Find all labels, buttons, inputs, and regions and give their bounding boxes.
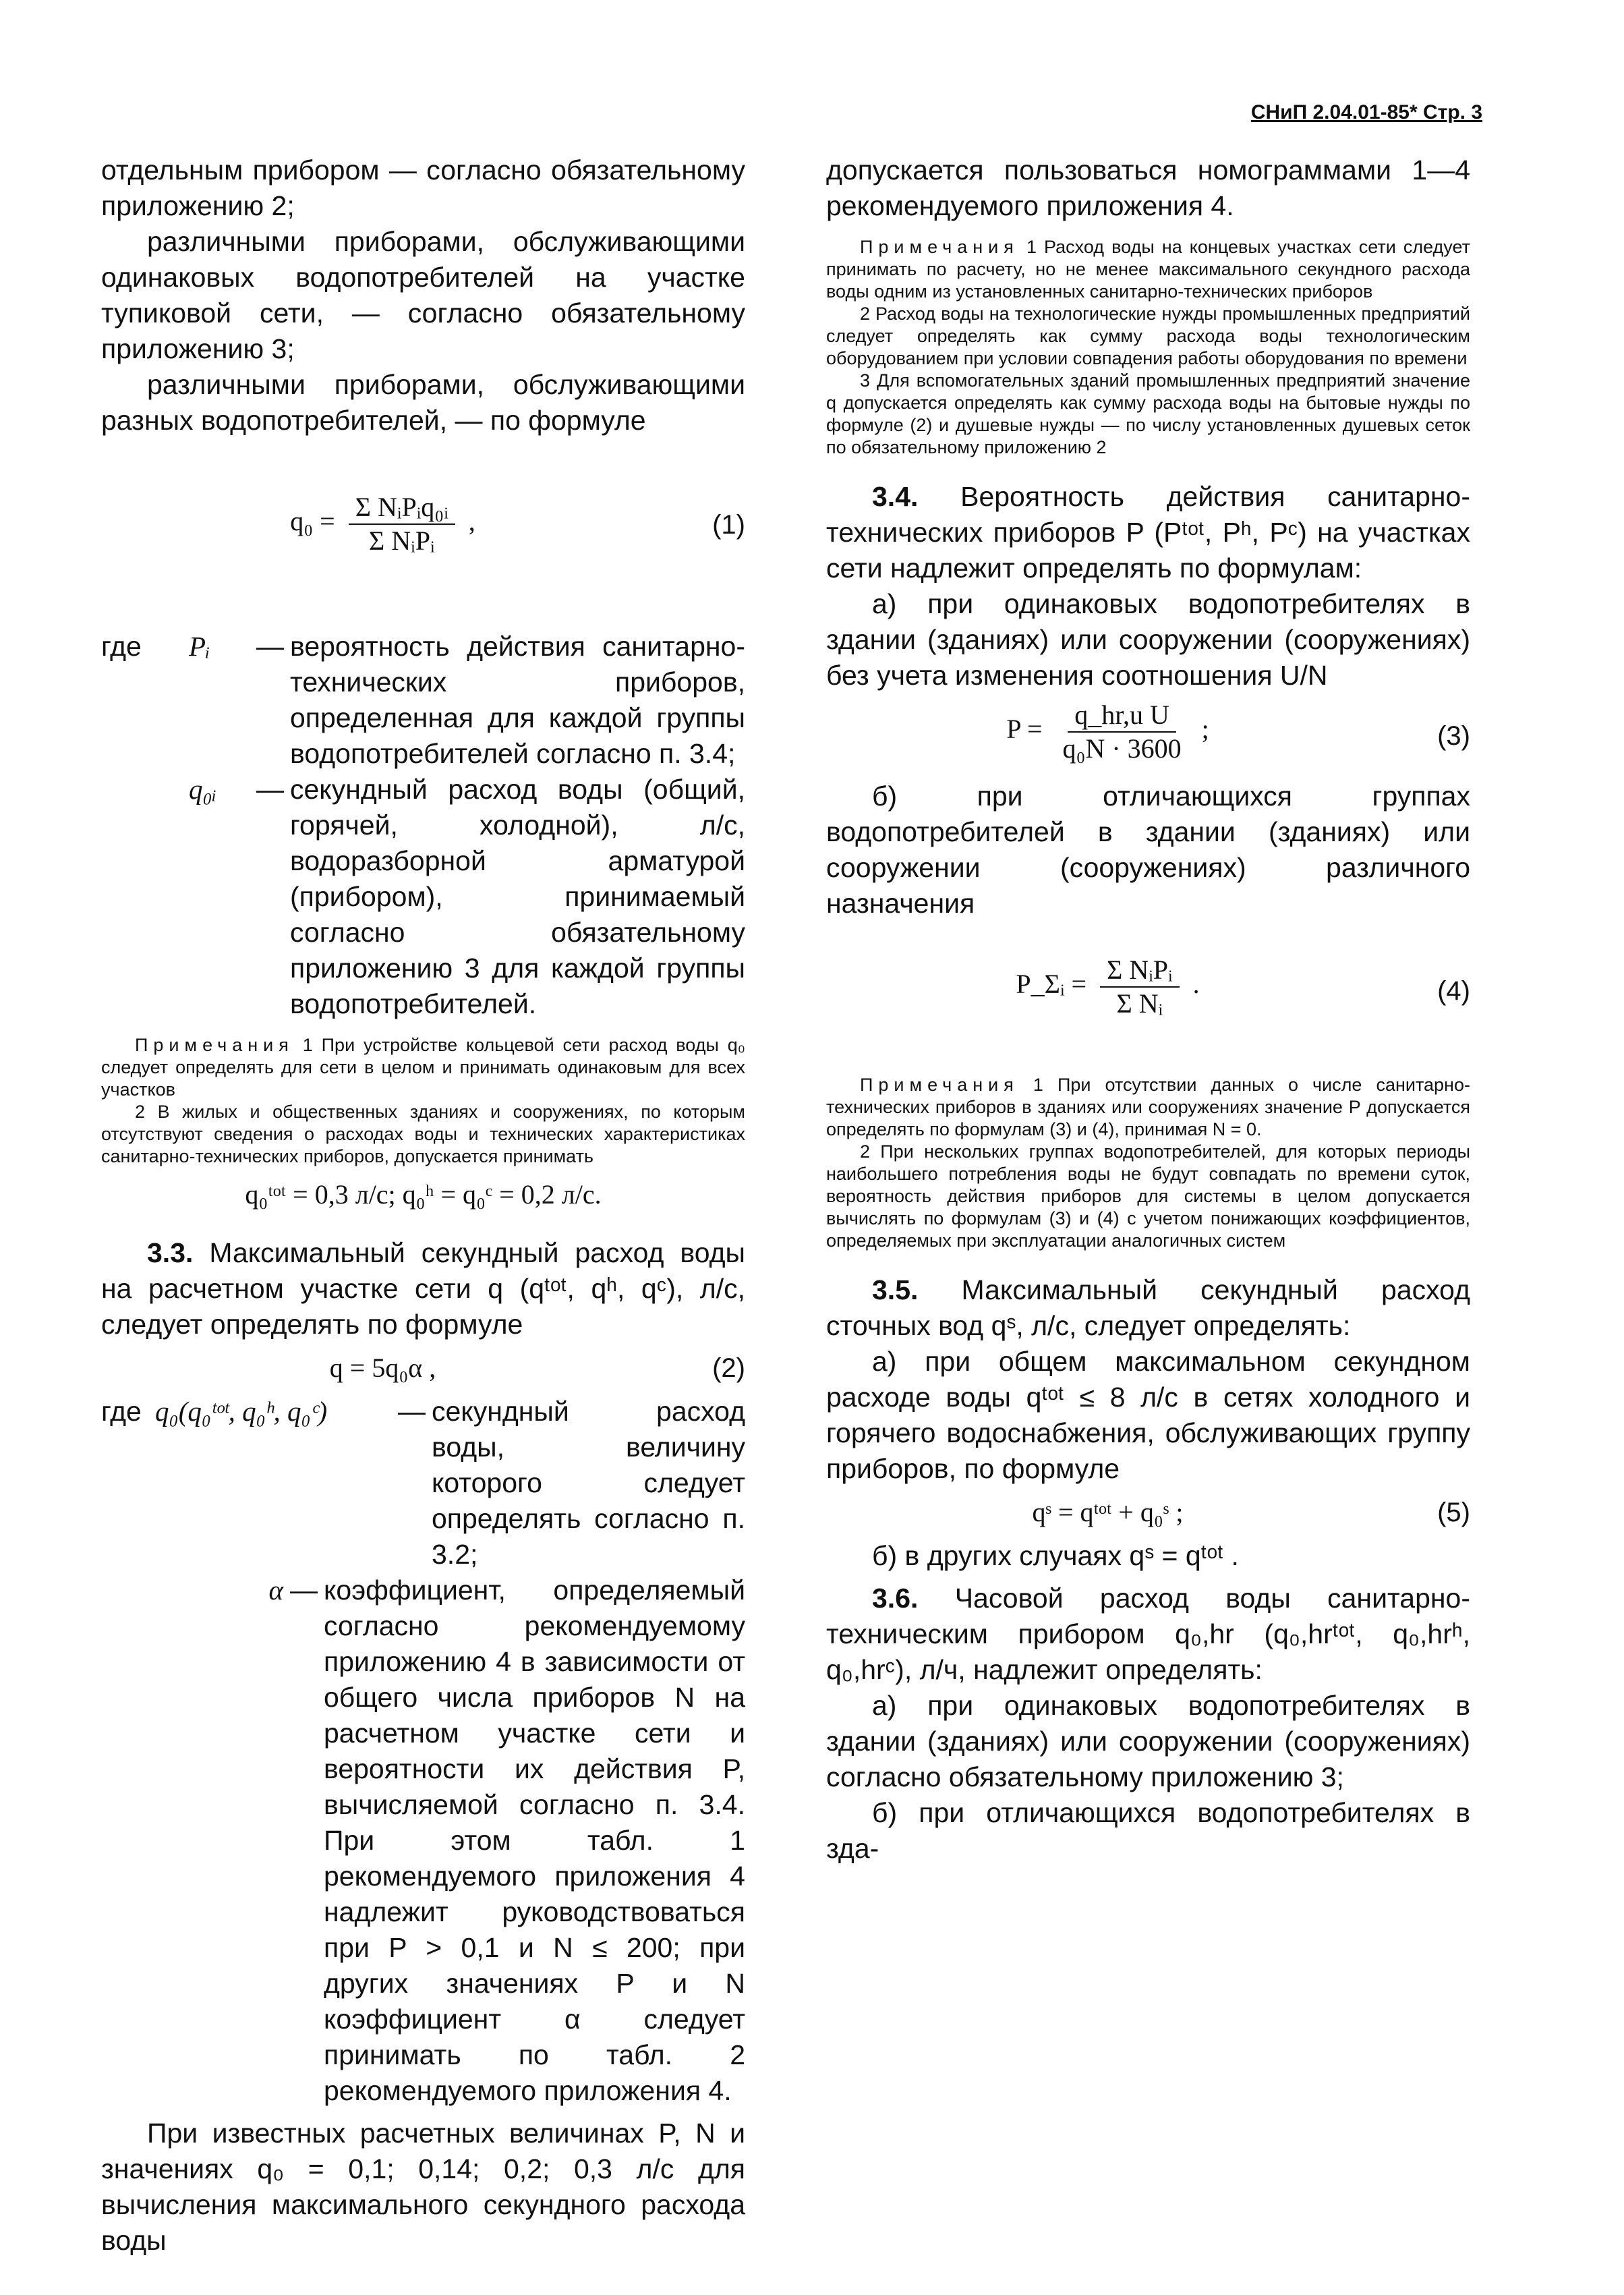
definition-dash: — (256, 631, 284, 662)
formula-denominator: Σ NᵢPᵢ (369, 526, 435, 556)
formula-numerator: Σ NᵢPᵢ (1100, 954, 1180, 988)
note-formula (101, 1174, 745, 1215)
formula-separator: ; (1201, 714, 1209, 745)
formula-lhs: P = (1006, 714, 1043, 745)
formula-denominator: q₀N · 3600 (1062, 733, 1182, 764)
notes (826, 236, 1470, 459)
formula-body: q₀ᵗᵒᵗ = 0,3 л/с; q₀ʰ = q₀ᶜ = 0,2 л/с. (245, 1179, 602, 1210)
formula-number: (2) (712, 1353, 745, 1383)
note-text: 2 При нескольких группах водопотребителей, для которых периоды наибольшего потребления воды не будут совпадать по времени суток, вероятность действия приборов для системы в целом допускается вычислять по формулам (3) и (4) с учетом понижающих коэффициентов, определяемых при эксплуатации аналогичных систем (826, 1141, 1470, 1251)
section-number: 3.6. (872, 1583, 919, 1614)
paragraph: а) при общем максимальном секундном расходе воды qᵗᵒᵗ ≤ 8 л/с в сетях холодного и горячего водоснабжения, обслуживающих группу приборов, по формуле (826, 1346, 1470, 1484)
formula-numerator: q_hr,u U (1068, 699, 1176, 733)
formula-number: (3) (1437, 721, 1470, 751)
section-number: 3.4. (872, 481, 919, 512)
paragraph: различными приборами, обслуживающими одинаковых водопотребителей на участке тупиковой сети, — согласно обязательному приложению 3; (101, 226, 745, 364)
formula-1 (101, 444, 745, 613)
definition-list (101, 1394, 745, 1572)
formula-number: (1) (712, 510, 745, 540)
notes (826, 1074, 1470, 1252)
section-3-5 (826, 1272, 1470, 1344)
definition-text: секундный расход воды (общий, горячей, холодной), л/с, водоразборной арматурой (прибором), принимаемый согласно обязательному приложению 3 для каждой группы водопотребителей. (290, 774, 745, 1019)
right-column (826, 152, 1470, 1867)
definition-text: секундный расход воды, величину которого следует определять согласно п. 3.2; (432, 1396, 745, 1570)
note-text: 3 Для вспомогательных зданий промышленных предприятий значение q допускается определять как сумму расхода воды на бытовые нужды по формуле (2) и душевые нужды — по числу установленных душевых сеток по обязательному приложению 2 (826, 370, 1470, 457)
paragraph: допускается пользоваться номограммами 1—4 рекомендуемого приложения 4. (826, 154, 1470, 221)
section-3-3 (101, 1235, 745, 1342)
note-text: 1 При устройстве кольцевой сети расход воды q₀ следует определять для сети в целом и принимать одинаковым для всех участков (101, 1035, 745, 1100)
notes (101, 1034, 745, 1168)
paragraph: При известных расчетных величинах P, N и значениях q₀ = 0,1; 0,14; 0,2; 0,3 л/с для вычисления максимального секундного расхода воды (101, 2118, 745, 2256)
notes-label: Примечания (860, 237, 1019, 257)
definition-symbol: α (268, 1575, 283, 1606)
formula-separator: . (1192, 969, 1200, 1000)
formula-lhs: q₀ = (290, 506, 335, 537)
where-label: где (101, 631, 142, 662)
notes-label: Примечания (860, 1075, 1019, 1095)
notes-label: Примечания (135, 1035, 294, 1055)
formula-number: (4) (1437, 976, 1470, 1006)
formula-3 (826, 699, 1470, 773)
section-text: Вероятность действия санитарно-технических приборов P (Pᵗᵒᵗ, Pʰ, Pᶜ) на участках сети надлежит определять по формулам: (826, 481, 1470, 584)
section-3-6 (826, 1581, 1470, 1688)
definition-symbol: q₀(q₀ᵗᵒᵗ, q₀ʰ, q₀ᶜ) (155, 1396, 328, 1427)
definition-dash: — (290, 1575, 318, 1606)
section-number: 3.5. (872, 1274, 919, 1305)
definition-text: вероятность действия санитарно-технических приборов, определенная для каждой группы водопотребителей согласно п. 3.4; (290, 631, 745, 769)
note-text: 1 Расход воды на концевых участках сети следует принимать по расчету, но не менее максимального секундного расхода воды одним из установленных санитарно-технических приборов (826, 237, 1470, 302)
formula-2 (101, 1348, 745, 1388)
formula-5 (826, 1492, 1470, 1533)
paragraph: б) при отличающихся водопотребителях в зда- (826, 1797, 1470, 1864)
formula-denominator: Σ Nᵢ (1116, 988, 1163, 1019)
section-number: 3.3. (147, 1237, 194, 1268)
note-text: 1 При отсутствии данных о числе санитарно-технических приборов в зданиях или сооружениях значение P допускается определять по формулам (3) и (4), принимая N = 0. (826, 1075, 1470, 1139)
formula-body: qˢ = qᵗᵒᵗ + q₀ˢ ; (1032, 1497, 1184, 1527)
paragraph: а) при одинаковых водопотребителях в здании (зданиях) или сооружении (сооружениях) без учета изменения соотношения U/N (826, 588, 1470, 691)
section-text: Максимальный секундный расход сточных вод qˢ, л/с, следует определять: (826, 1274, 1470, 1341)
definition-text: коэффициент, определяемый согласно рекомендуемому приложению 4 в зависимости от общего числа приборов N на расчетном участке сети и вероятности их действия P, вычисляемой согласно п. 3.4. При этом табл. 1 рекомендуемого приложения 4 надлежит руководствоваться при P > 0,1 и N ≤ 200; при других значениях P и N коэффициент α следует принимать по табл. 2 рекомендуемого приложения 4. (324, 1575, 745, 2106)
definition-list (101, 629, 745, 1022)
formula-number: (5) (1437, 1498, 1470, 1527)
paragraph: б) при отличающихся группах водопотребителей в здании (зданиях) или сооружении (сооружениях) различного назначения (826, 781, 1470, 919)
section-text: Максимальный секундный расход воды на расчетном участке сети q (qᵗᵒᵗ, qʰ, qᶜ), л/с, следует определять по формуле (101, 1237, 745, 1340)
formula-lhs: P_Σᵢ = (1016, 969, 1087, 1000)
definition-dash: — (398, 1396, 426, 1427)
formula-4 (826, 927, 1470, 1062)
section-3-4 (826, 479, 1470, 586)
page-header: СНиП 2.04.01-85* Стр. 3 (1250, 101, 1482, 123)
formula-body: q = 5q₀α , (329, 1353, 436, 1383)
section-text: Часовой расход воды санитарно-техническим прибором q₀,hr (q₀,hrᵗᵒᵗ, q₀,hrʰ, q₀,hrᶜ), л/ч, надлежит определять: (826, 1583, 1470, 1685)
where-label: где (101, 1396, 142, 1427)
paragraph: различными приборами, обслуживающими разных водопотребителей, — по формуле (101, 369, 745, 436)
paragraph: а) при одинаковых водопотребителях в здании (зданиях) или сооружении (сооружениях) согласно обязательному приложению 3; (826, 1690, 1470, 1792)
note-text: 2 Расход воды на технологические нужды промышленных предприятий следует определять как сумму расхода воды технологическим оборудованием при условии совпадения работы оборудования по времени (826, 304, 1470, 368)
definition-dash: — (256, 774, 284, 805)
paragraph: отдельным прибором — согласно обязательному приложению 2; (101, 154, 745, 221)
formula-numerator: Σ NᵢPᵢq₀ᵢ (349, 491, 455, 525)
left-column (101, 152, 745, 2259)
note-text: 2 В жилых и общественных зданиях и сооружениях, по которым отсутствуют сведения о расходах воды и технических характеристиках санитарно-технических приборов, допускается принимать (101, 1102, 745, 1166)
formula-fraction (1056, 699, 1188, 765)
definition-symbol: Pᵢ (189, 631, 210, 662)
formula-fraction (1100, 954, 1180, 1020)
formula-fraction (349, 491, 455, 557)
definition-list (101, 1572, 745, 2109)
formula-separator: , (468, 506, 475, 537)
paragraph: б) в других случаях qˢ = qᵗᵒᵗ . (872, 1540, 1239, 1571)
definition-symbol: q₀ᵢ (189, 774, 217, 805)
